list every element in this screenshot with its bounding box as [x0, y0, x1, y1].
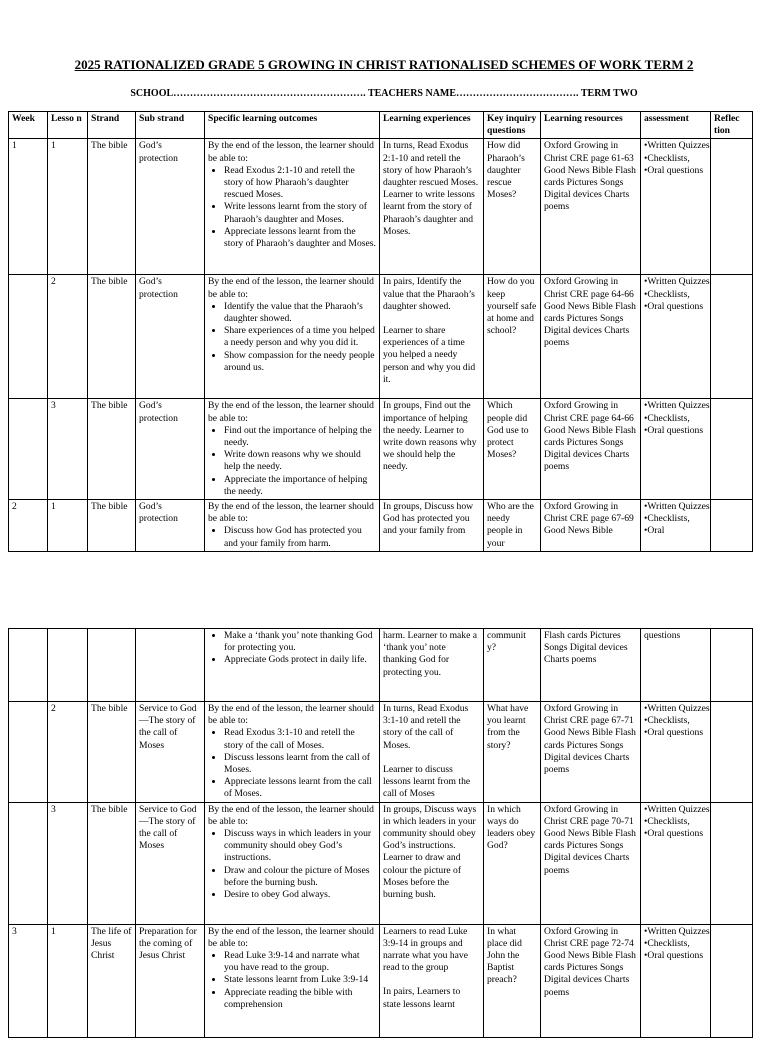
outcomes-list: [208, 301, 376, 374]
outcomes-list: [208, 425, 376, 498]
outcomes-list: [208, 828, 376, 901]
header-outcomes: Specific learning outcomes: [205, 112, 380, 139]
cell-substrand: Service to God—The story of the call of Moses: [136, 702, 205, 803]
cell-week: [9, 399, 48, 500]
outcomes-list: [208, 727, 376, 800]
outcomes-intro: By the end of the lesson, the learner should be able to:: [208, 501, 374, 525]
experience-text: Learner to share experiences of a time you helped a needy person and why you did it.: [383, 325, 476, 385]
outcome-item: • Desire to obey God always.: [224, 889, 376, 901]
table-row: [9, 702, 753, 803]
cell-outcomes: [205, 629, 380, 702]
assessment-item: •Checklists,: [644, 152, 690, 164]
cell-outcomes: [205, 275, 380, 399]
cell-lesson: 2: [48, 275, 88, 399]
cell-resources: Oxford Growing in Christ CRE page 70-71 Good News Bible Flash cards Pictures Songs Digital devices Charts poems: [541, 802, 641, 924]
cell-experiences: harm. Learner to make a ‘thank you’ note thanking God for protecting you.: [380, 629, 484, 702]
assessment-item: •Oral questions: [644, 950, 704, 962]
schemes-table: [8, 111, 753, 552]
header-reflection: Reflec tion: [711, 112, 753, 139]
experience-text: Learner to discuss lessons learnt from the call of Moses: [383, 763, 471, 800]
header-resources: Learning resources: [541, 112, 641, 139]
cell-question: Who are the needy people in your: [484, 500, 541, 552]
schemes-table-continued: [8, 628, 753, 1038]
assessment-item: •Checklists,: [644, 288, 690, 300]
assessment-item: questions: [644, 630, 681, 641]
cell-week: 2: [9, 500, 48, 552]
cell-strand: The bible: [88, 399, 136, 500]
assessment-item: •Oral questions: [644, 424, 704, 436]
cell-week: [9, 629, 48, 702]
cell-resources: Oxford Growing in Christ CRE page 61-63 Good News Bible Flash cards Pictures Songs Digital devices Charts poems: [541, 139, 641, 275]
header-questions: Key inquiry questions: [484, 112, 541, 139]
outcome-item: • Read Exodus 2:1-10 and retell the story of how Pharaoh’s daughter rescued Moses.: [224, 165, 376, 202]
assessment-item: •Written Quizzes: [644, 276, 710, 288]
cell-lesson: [48, 629, 88, 702]
cell-strand: [88, 629, 136, 702]
assessment-item: •Checklists,: [644, 412, 690, 424]
cell-assessment: [641, 629, 711, 702]
cell-strand: The bible: [88, 139, 136, 275]
cell-question: In what place did John the Baptist preach?: [484, 924, 541, 1037]
cell-assessment: [641, 702, 711, 803]
outcome-item: • Read Luke 3:9-14 and narrate what you have read to the group.: [224, 950, 376, 974]
cell-question: What have you learnt from the story?: [484, 702, 541, 803]
cell-reflection: [711, 924, 753, 1037]
assessment-item: •Written Quizzes: [644, 803, 710, 815]
cell-resources: Oxford Growing in Christ CRE page 72-74 Good News Bible Flash cards Pictures Songs Digital devices Charts poems: [541, 924, 641, 1037]
cell-assessment: [641, 802, 711, 924]
cell-resources: Oxford Growing in Christ CRE page 64-66 Good News Bible Flash cards Pictures Songs Digital devices Charts poems: [541, 399, 641, 500]
experience-text: In turns, Read Exodus 3:1-10 and retell the story of the call of Moses.: [383, 703, 469, 751]
cell-assessment: [641, 500, 711, 552]
cell-substrand: God’s protection: [136, 139, 205, 275]
cell-assessment: [641, 399, 711, 500]
cell-lesson: 1: [48, 139, 88, 275]
table-row: [9, 924, 753, 1037]
outcome-item: • Find out the importance of helping the needy.: [224, 425, 376, 449]
outcomes-intro: By the end of the lesson, the learner should be able to:: [208, 925, 374, 949]
outcome-item: • Appreciate lessons learnt from the call of Moses.: [224, 776, 376, 800]
outcome-item: • Discuss lessons learnt from the call of Moses.: [224, 752, 376, 776]
cell-week: 3: [9, 924, 48, 1037]
outcome-item: • State lessons learnt from Luke 3:9-14: [224, 974, 376, 986]
table-row: [9, 629, 753, 702]
cell-outcomes: [205, 702, 380, 803]
assessment-item: •Written Quizzes: [644, 400, 710, 412]
cell-substrand: God’s protection: [136, 275, 205, 399]
outcome-item: • Appreciate lessons learnt from the story of Pharaoh’s daughter and Moses.: [224, 226, 376, 250]
cell-substrand: Service to God—The story of the call of Moses: [136, 802, 205, 924]
outcomes-intro: By the end of the lesson, the learner should be able to:: [208, 140, 374, 164]
cell-reflection: [711, 802, 753, 924]
cell-strand: The bible: [88, 802, 136, 924]
outcome-item: • Discuss how God has protected you and your family from harm.: [224, 525, 376, 549]
assessment-item: •Written Quizzes: [644, 140, 710, 152]
cell-strand: The life of Jesus Christ: [88, 924, 136, 1037]
cell-assessment: [641, 275, 711, 399]
assessment-item: •Written Quizzes: [644, 925, 710, 937]
cell-strand: The bible: [88, 702, 136, 803]
experience-text: In pairs, Identify the value that the Pharaoh’s daughter showed.: [383, 276, 475, 312]
header-assessment: assessment: [641, 112, 711, 139]
cell-week: 1: [9, 139, 48, 275]
table-row: [9, 399, 753, 500]
cell-assessment: [641, 139, 711, 275]
assessment-item: •Oral: [644, 525, 665, 537]
cell-resources: Flash cards Pictures Songs Digital devices Charts poems: [541, 629, 641, 702]
outcome-item: • Write lessons learnt from the story of Pharaoh’s daughter and Moses.: [224, 201, 376, 225]
table-row: [9, 139, 753, 275]
outcomes-list: [208, 630, 376, 667]
cell-substrand: God’s protection: [136, 399, 205, 500]
cell-substrand: Preparation for the coming of Jesus Christ: [136, 924, 205, 1037]
assessment-item: •Checklists,: [644, 937, 690, 949]
cell-reflection: [711, 275, 753, 399]
cell-experiences: [380, 275, 484, 399]
cell-experiences: [380, 702, 484, 803]
outcome-item: • Write down reasons why we should help the needy.: [224, 449, 376, 473]
assessment-item: •Oral questions: [644, 727, 704, 739]
cell-lesson: 2: [48, 702, 88, 803]
outcome-item: • Read Exodus 3:1-10 and retell the story of the call of Moses.: [224, 727, 376, 751]
assessment-item: •Checklists,: [644, 513, 690, 525]
cell-outcomes: [205, 399, 380, 500]
cell-outcomes: [205, 924, 380, 1037]
assessment-item: •Written Quizzes: [644, 501, 710, 513]
outcomes-list: [208, 525, 376, 549]
outcome-item: • Appreciate the importance of helping the needy.: [224, 474, 376, 498]
outcome-item: • Share experiences of a time you helped a needy person and why you did it.: [224, 325, 376, 349]
cell-lesson: 1: [48, 500, 88, 552]
header-substrand: Sub strand: [136, 112, 205, 139]
header-lesson: Lesso n: [48, 112, 88, 139]
experience-text: Learners to read Luke 3:9-14 in groups and narrate what you have read to the group: [383, 925, 468, 974]
cell-question: Which people did God use to protect Moses?: [484, 399, 541, 500]
assessment-item: •Checklists,: [644, 715, 690, 727]
assessment-item: •Oral questions: [644, 300, 704, 312]
header-week: Week: [9, 112, 48, 139]
cell-reflection: [711, 629, 753, 702]
cell-experiences: In groups, Find out the importance of helping the needy. Learner to write down reasons why we should help the needy.: [380, 399, 484, 500]
outcome-item: • Discuss ways in which leaders in your community should obey God’s instructions.: [224, 828, 376, 865]
outcomes-list: [208, 950, 376, 1011]
cell-resources: Oxford Growing in Christ CRE page 64-66 Good News Bible Flash cards Pictures Songs Digital devices Charts poems: [541, 275, 641, 399]
outcome-item: • Draw and colour the picture of Moses before the burning bush.: [224, 865, 376, 889]
table-row: [9, 802, 753, 924]
cell-week: [9, 802, 48, 924]
header-strand: Strand: [88, 112, 136, 139]
cell-reflection: [711, 139, 753, 275]
cell-week: [9, 702, 48, 803]
experience-text: In pairs, Learners to state lessons learnt: [383, 986, 461, 1010]
outcome-item: • Identify the value that the Pharaoh’s daughter showed.: [224, 301, 376, 325]
cell-lesson: 3: [48, 399, 88, 500]
cell-week: [9, 275, 48, 399]
cell-strand: The bible: [88, 275, 136, 399]
cell-experiences: In turns, Read Exodus 2:1-10 and retell the story of how Pharaoh’s daughter rescued Moses. Learner to write lessons learnt from the story of Pharaoh’s daughter and Moses.: [380, 139, 484, 275]
cell-question: How did Pharaoh’s daughter rescue Moses?: [484, 139, 541, 275]
cell-reflection: [711, 702, 753, 803]
school-teacher-term-line: SCHOOL…………………………………………………. TEACHERS NAME………………………………. TERM TWO: [130, 88, 638, 99]
assessment-item: •Oral questions: [644, 828, 704, 840]
cell-question: How do you keep yourself safe at home and school?: [484, 275, 541, 399]
cell-question: communit y?: [484, 629, 541, 702]
outcomes-intro: By the end of the lesson, the learner should be able to:: [208, 276, 374, 300]
cell-resources: Oxford Growing in Christ CRE page 67-69 Good News Bible: [541, 500, 641, 552]
outcomes-intro: By the end of the lesson, the learner should be able to:: [208, 400, 374, 424]
outcomes-intro: By the end of the lesson, the learner should be able to:: [208, 803, 374, 827]
table-row: [9, 500, 753, 552]
cell-substrand: God’s protection: [136, 500, 205, 552]
document-title: 2025 RATIONALIZED GRADE 5 GROWING IN CHRIST RATIONALISED SCHEMES OF WORK TERM 2: [74, 57, 694, 72]
cell-strand: The bible: [88, 500, 136, 552]
cell-outcomes: [205, 139, 380, 275]
cell-outcomes: [205, 500, 380, 552]
cell-substrand: [136, 629, 205, 702]
outcome-item: • Appreciate reading the bible with comprehension: [224, 987, 376, 1011]
outcome-item: • Appreciate Gods protect in daily life.: [224, 654, 376, 666]
outcomes-intro: By the end of the lesson, the learner should be able to:: [208, 703, 374, 727]
cell-resources: Oxford Growing in Christ CRE page 67-71 Good News Bible Flash cards Pictures Songs Digital devices Charts poems: [541, 702, 641, 803]
cell-assessment: [641, 924, 711, 1037]
assessment-item: •Checklists,: [644, 815, 690, 827]
outcome-item: • Show compassion for the needy people around us.: [224, 350, 376, 374]
cell-outcomes: [205, 802, 380, 924]
outcomes-list: [208, 165, 376, 250]
cell-lesson: 3: [48, 802, 88, 924]
cell-question: In which ways do leaders obey God?: [484, 802, 541, 924]
outcome-item: • Make a ‘thank you’ note thanking God for protecting you.: [224, 630, 376, 654]
cell-experiences: [380, 924, 484, 1037]
assessment-item: •Oral questions: [644, 164, 704, 176]
header-experiences: Learning experiences: [380, 112, 484, 139]
cell-reflection: [711, 500, 753, 552]
table-header-row: [9, 112, 753, 139]
cell-reflection: [711, 399, 753, 500]
cell-experiences: In groups, Discuss ways in which leaders in your community should obey God’s instructions. Learner to draw and colour the picture of Moses before the burning bush.: [380, 802, 484, 924]
assessment-item: •Written Quizzes: [644, 703, 710, 714]
cell-lesson: 1: [48, 924, 88, 1037]
table-row: [9, 275, 753, 399]
cell-experiences: In groups, Discuss how God has protected you and your family from: [380, 500, 484, 552]
